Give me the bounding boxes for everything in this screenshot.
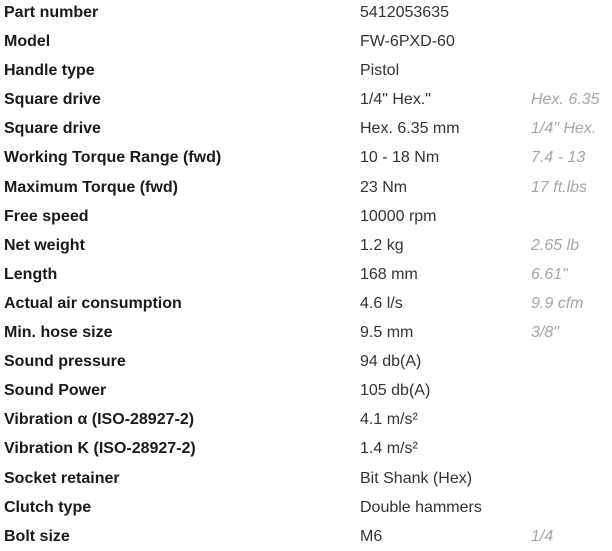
spec-alt-value: 1/4	[531, 527, 554, 545]
spec-label: Part number	[4, 4, 99, 21]
spec-label: Free speed	[4, 207, 89, 225]
spec-row-sound-pressure	[0, 349, 612, 378]
spec-row-bolt-size	[0, 524, 612, 551]
spec-row-min-hose-size	[0, 320, 612, 349]
spec-label: Actual air consumption	[4, 294, 182, 312]
spec-label: Handle type	[4, 62, 95, 80]
spec-label: Square drive	[4, 91, 101, 109]
spec-value: Bit Shank (Hex)	[360, 469, 473, 487]
spec-row-vibration-alpha	[0, 407, 612, 436]
spec-label: Working Torque Range (fwd)	[4, 149, 222, 167]
spec-label: Net weight	[4, 236, 85, 254]
spec-value: 9.5 mm	[360, 324, 414, 342]
spec-value: 105 db(A)	[360, 382, 431, 400]
spec-label: Bolt size	[4, 527, 70, 545]
spec-value: 4.1 m/s²	[360, 411, 418, 429]
spec-alt-value: 9.9 cfm	[531, 294, 584, 312]
spec-value: 1.4 m/s²	[360, 440, 418, 458]
spec-value: 10000 rpm	[360, 207, 437, 225]
spec-label: Vibration α (ISO-28927-2)	[4, 411, 195, 429]
spec-alt-value: 7.4 - 13	[531, 149, 586, 167]
spec-row-vibration-k	[0, 436, 612, 465]
spec-value: 4.6 l/s	[360, 294, 403, 312]
spec-row-sound-power	[0, 378, 612, 407]
spec-row-part-number	[0, 0, 612, 29]
spec-row-net-weight	[0, 233, 612, 262]
spec-row-square-drive-imperial	[0, 87, 612, 116]
spec-alt-value: 6.61"	[531, 265, 568, 283]
spec-row-socket-retainer	[0, 466, 612, 495]
spec-label: Sound Power	[4, 382, 107, 400]
spec-row-free-speed	[0, 204, 612, 233]
spec-value: M6	[360, 527, 383, 545]
spec-value: 23 Nm	[360, 178, 408, 196]
spec-value: 10 - 18 Nm	[360, 149, 440, 167]
spec-value: Hex. 6.35 mm	[360, 120, 460, 138]
spec-label: Length	[4, 265, 58, 283]
spec-row-square-drive-metric	[0, 116, 612, 145]
spec-row-clutch-type	[0, 495, 612, 524]
spec-row-working-torque	[0, 145, 612, 174]
spec-label: Clutch type	[4, 498, 92, 516]
spec-row-maximum-torque	[0, 175, 612, 204]
spec-label: Maximum Torque (fwd)	[4, 178, 178, 196]
spec-value: FW-6PXD-60	[360, 33, 455, 51]
spec-label: Model	[4, 33, 51, 51]
spec-value: Pistol	[360, 62, 400, 80]
spec-alt-value: 1/4" Hex.	[531, 120, 597, 138]
spec-value: 5412053635	[360, 4, 449, 21]
spec-value: 1.2 kg	[360, 236, 404, 254]
spec-value: 94 db(A)	[360, 353, 422, 371]
spec-alt-value: 3/8"	[531, 324, 559, 342]
spec-row-air-consumption	[0, 291, 612, 320]
spec-label: Socket retainer	[4, 469, 120, 487]
spec-label: Vibration K (ISO-28927-2)	[4, 440, 196, 458]
spec-label: Sound pressure	[4, 353, 126, 371]
spec-value: 168 mm	[360, 265, 418, 283]
spec-alt-value: 2.65 lb	[531, 236, 580, 254]
spec-alt-value: Hex. 6.35	[531, 91, 600, 109]
spec-row-model	[0, 29, 612, 58]
spec-row-handle-type	[0, 58, 612, 87]
spec-value: Double hammers	[360, 498, 482, 516]
spec-value: 1/4" Hex."	[360, 91, 431, 109]
spec-label: Square drive	[4, 120, 101, 138]
spec-row-length	[0, 262, 612, 291]
spec-alt-value: 17 ft.lbs	[531, 178, 588, 196]
spec-label: Min. hose size	[4, 324, 113, 342]
